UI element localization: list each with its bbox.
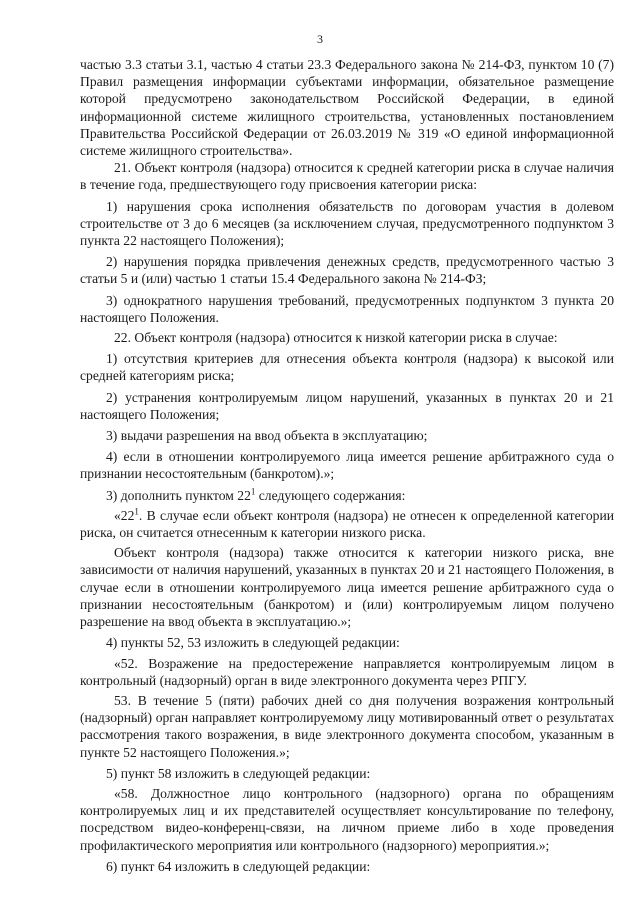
paragraph-52: «52. Возражение на предостережение направляется контролируемым лицом в контрольный (надзорный) орган в виде электронного документа через РПГУ.	[80, 655, 614, 688]
item-3-after: следующего содержания:	[255, 487, 406, 503]
paragraph-22-1	[80, 507, 614, 541]
document-body	[80, 56, 614, 875]
p221-open: «22	[114, 507, 135, 523]
paragraph-22-item-2: 2) устранения контролируемым лицом нарушений, указанных в пунктах 20 и 21 настоящего Положения;	[80, 389, 614, 422]
paragraph-21-item-1: 1) нарушения срока исполнения обязательств по договорам участия в долевом строительстве от 3 до 6 месяцев (за исключением случая, предусмотренного подпунктом 3 пункта 22 настоящего Положения);	[80, 198, 614, 249]
page-number: 3	[317, 32, 323, 46]
paragraph-22-1-cont: Объект контроля (надзора) также относится к категории низкого риска, вне зависимости от наличия нарушений, указанных в пунктах 20 и 21 настоящего Положения, в случае если в отношении контролируемого лица имеется решение арбитражного суда о признании несостоятельным (банкротом) и (или) контролируемым лицом получено разрешение на ввод объекта в эксплуатацию.»;	[80, 545, 614, 630]
paragraph-item-4: 4) пункты 52, 53 изложить в следующей редакции:	[106, 635, 400, 651]
paragraph-22-item-1: 1) отсутствия критериев для отнесения объекта контроля (надзора) к высокой или средней категориям риска;	[80, 351, 614, 384]
paragraph-53: 53. В течение 5 (пяти) рабочих дней со дня получения возражения контрольный (надзорный) орган направляет контролируемому лицу мотивированный ответ о результатах рассмотрения такого возражения, в виде электронного документа способом, указанным в пункте 52 настоящего Положения.»;	[80, 692, 614, 760]
item-3-sup: 1	[250, 486, 256, 497]
paragraph-item-3	[80, 487, 614, 504]
paragraph-58: «58. Должностное лицо контрольного (надзорного) органа по обращениям контролируемых лиц и их представителей осуществляет консультирование по телефону, посредством видео-конференц-связи, на личном приеме либо в ходе проведения профилактического мероприятия или контрольного (надзорного) мероприятия.»;	[80, 785, 614, 853]
paragraph-intro: частью 3.3 статьи 3.1, частью 4 статьи 23.3 Федерального закона № 214-ФЗ, пунктом 10 (7) Правил размещения информации субъектами информации, обязательное размещение которой предусмотрено законодательством Российской Федерации, в единой информационной системе жилищного строительства, установленных постановлением Правительства Российской Федерации от 26.03.2019 № 319 «О единой информационной системе жилищного строительства».	[80, 57, 614, 159]
p221-sup: 1	[134, 506, 139, 517]
paragraph-item-6: 6) пункт 64 изложить в следующей редакции:	[106, 858, 371, 874]
paragraph-21: 21. Объект контроля (надзора) относится к средней категории риска в случае наличия в течение года, предшествующего году присвоения категории риска:	[80, 160, 614, 193]
paragraph-21-item-3: 3) однократного нарушения требований, предусмотренных подпунктом 3 пункта 20 настоящего Положения.	[80, 292, 614, 325]
p221-text: . В случае если объект контроля (надзора) не отнесен к определенной категории риска, он считается отнесенным к категории низкого риска.	[80, 507, 614, 541]
paragraph-22-item-4: 4) если в отношении контролируемого лица имеется решение арбитражного суда о признании несостоятельным (банкротом).»;	[80, 449, 614, 482]
paragraph-item-5: 5) пункт 58 изложить в следующей редакции:	[106, 765, 371, 781]
item-3-before: 3) дополнить пунктом 22	[106, 487, 251, 503]
paragraph-22-item-3: 3) выдачи разрешения на ввод объекта в эксплуатацию;	[106, 428, 428, 444]
paragraph-22: 22. Объект контроля (надзора) относится к низкой категории риска в случае:	[114, 330, 558, 346]
paragraph-21-item-2: 2) нарушения порядка привлечения денежных средств, предусмотренного частью 3 статьи 5 и (или) частью 1 статьи 15.4 Федерального закона № 214-ФЗ;	[80, 254, 614, 287]
